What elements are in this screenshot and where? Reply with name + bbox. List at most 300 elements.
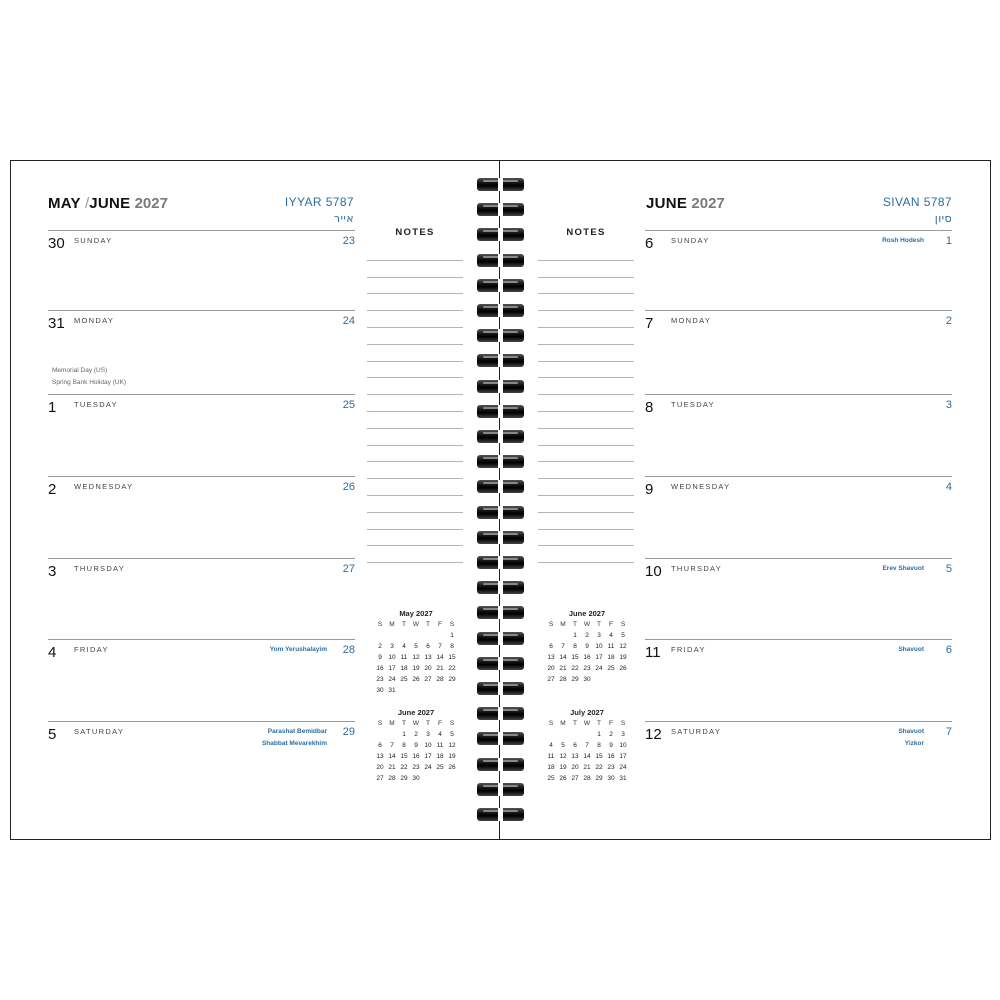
mini-calendar-date: 22 — [571, 665, 579, 672]
mini-calendar-date: 25 — [547, 775, 555, 782]
spiral-ring — [477, 732, 524, 745]
weekday-initial: S — [620, 720, 626, 727]
mini-calendar-date: 2 — [609, 731, 613, 738]
weekday-label: FRIDAY — [74, 645, 109, 654]
mini-calendar-date: 9 — [585, 643, 589, 650]
mini-calendar-title: May 2027 — [399, 609, 433, 618]
mini-calendar-date: 13 — [571, 753, 579, 760]
weekday-initial: S — [377, 621, 383, 628]
mini-calendar-date: 6 — [378, 742, 382, 749]
mini-calendar-date: 21 — [559, 665, 567, 672]
notes-line[interactable] — [367, 345, 463, 362]
notes-line[interactable] — [367, 530, 463, 547]
mini-calendar-title: July 2027 — [570, 708, 604, 717]
mini-calendar-date: 16 — [607, 753, 615, 760]
spiral-ring — [477, 581, 524, 594]
mini-calendar-date: 25 — [400, 676, 408, 683]
spiral-ring — [477, 178, 524, 191]
mini-calendar-date: 5 — [450, 731, 454, 738]
notes-line[interactable] — [538, 530, 634, 547]
notes-line[interactable] — [538, 496, 634, 513]
mini-calendar-date: 22 — [595, 764, 603, 771]
left-notes — [367, 222, 463, 563]
mini-calendar-date: 1 — [450, 632, 454, 639]
weekday-initial: T — [573, 720, 577, 727]
mini-calendar-week — [374, 762, 458, 773]
spiral-ring — [477, 304, 524, 317]
mini-calendar-date: 6 — [549, 643, 553, 650]
weekday-initial: T — [597, 621, 601, 628]
mini-calendar-date: 28 — [559, 676, 567, 683]
mini-calendar-date: 20 — [547, 665, 555, 672]
hebrew-day-number: 5 — [945, 563, 952, 575]
spiral-ring — [477, 707, 524, 720]
mini-calendar-date: 14 — [559, 654, 567, 661]
notes-line[interactable] — [367, 395, 463, 412]
mini-calendar-date: 26 — [559, 775, 567, 782]
mini-calendar-date: 16 — [376, 665, 384, 672]
weekday-initial: S — [620, 621, 626, 628]
mini-calendar-date: 17 — [424, 753, 432, 760]
title-month-june: JUNE — [646, 195, 688, 212]
notes-line[interactable] — [367, 462, 463, 479]
mini-calendar-date: 2 — [414, 731, 418, 738]
spiral-ring — [477, 354, 524, 367]
mini-calendar-date: 5 — [414, 643, 418, 650]
hebrew-day-number: 23 — [342, 235, 355, 247]
weekday-label: TUESDAY — [74, 400, 118, 409]
weekday-initial: T — [426, 621, 430, 628]
right-page-title — [646, 195, 725, 213]
ring-gap — [498, 405, 503, 418]
mini-calendar-date — [434, 773, 446, 784]
mini-calendar-date: 1 — [402, 731, 406, 738]
day-row-saturday — [48, 721, 355, 803]
mini-calendar-date: 1 — [573, 632, 577, 639]
mini-calendar-week — [374, 740, 458, 751]
mini-calendar — [545, 608, 629, 685]
mini-calendar-date — [557, 729, 569, 740]
day-row-thursday — [645, 558, 952, 639]
mini-calendar-date: 29 — [400, 775, 408, 782]
weekday-label: TUESDAY — [671, 400, 715, 409]
mini-calendar-date: 12 — [559, 753, 567, 760]
mini-calendar-date — [545, 729, 557, 740]
notes-line[interactable] — [367, 513, 463, 530]
mini-calendar-week — [374, 663, 458, 674]
mini-calendar-weekdays — [374, 718, 458, 729]
mini-calendar-date: 27 — [376, 775, 384, 782]
mini-calendar-date: 23 — [412, 764, 420, 771]
day-row-thursday — [48, 558, 355, 639]
ring-gap — [498, 758, 503, 771]
mini-calendar-date: 30 — [607, 775, 615, 782]
mini-calendar-date: 30 — [376, 687, 384, 694]
mini-calendar-date: 7 — [561, 643, 565, 650]
ring-gap — [498, 657, 503, 670]
mini-calendar-date: 22 — [448, 665, 456, 672]
weekday-initial: W — [412, 720, 420, 727]
mini-calendar-week — [374, 751, 458, 762]
mini-calendar-week — [545, 674, 629, 685]
mini-calendar-date: 20 — [571, 764, 579, 771]
weekday-initial: S — [449, 621, 455, 628]
notes-line[interactable] — [367, 496, 463, 513]
weekday-initial: T — [573, 621, 577, 628]
day-number: 2 — [48, 481, 57, 498]
day-row-monday — [48, 310, 355, 394]
mini-calendar-date: 18 — [436, 753, 444, 760]
mini-calendar-date — [398, 685, 410, 696]
mini-calendar-date — [617, 674, 629, 685]
mini-calendar-date: 15 — [400, 753, 408, 760]
mini-calendar-date: 15 — [448, 654, 456, 661]
mini-calendar-date: 24 — [619, 764, 627, 771]
ring-gap — [498, 279, 503, 292]
mini-calendar-date: 14 — [436, 654, 444, 661]
spiral-ring — [477, 455, 524, 468]
mini-calendar-date: 3 — [390, 643, 394, 650]
hebrew-day-number: 25 — [342, 399, 355, 411]
mini-calendar-date: 27 — [547, 676, 555, 683]
mini-calendar-date: 29 — [448, 676, 456, 683]
notes-line[interactable] — [367, 328, 463, 345]
mini-calendar-date: 31 — [388, 687, 396, 694]
day-number: 6 — [645, 235, 654, 252]
day-number: 31 — [48, 315, 65, 332]
mini-calendar-date: 19 — [619, 654, 627, 661]
weekday-label: WEDNESDAY — [671, 482, 731, 491]
notes-line[interactable] — [538, 429, 634, 446]
mini-calendar-date: 4 — [402, 643, 406, 650]
mini-calendar-date — [386, 729, 398, 740]
mini-calendar-date: 20 — [424, 665, 432, 672]
ring-gap — [498, 480, 503, 493]
day-row-tuesday — [645, 394, 952, 476]
hebrew-month-script: סיון — [934, 212, 952, 225]
day-row-sunday — [48, 230, 355, 310]
mini-calendar-date: 10 — [424, 742, 432, 749]
mini-calendar-week — [374, 641, 458, 652]
weekday-initial: M — [560, 621, 566, 628]
ring-gap — [498, 632, 503, 645]
weekday-initial: F — [609, 621, 613, 628]
day-number: 7 — [645, 315, 654, 332]
mini-calendar-date: 12 — [619, 643, 627, 650]
spiral-ring — [477, 531, 524, 544]
mini-calendar-date: 5 — [621, 632, 625, 639]
weekday-label: MONDAY — [74, 316, 115, 325]
mini-calendar — [374, 707, 458, 784]
mini-calendar-date — [557, 630, 569, 641]
title-slash: / — [85, 195, 90, 212]
spiral-ring — [477, 405, 524, 418]
mini-calendar-date: 7 — [438, 643, 442, 650]
hebrew-month-script: אייר — [333, 212, 354, 225]
mini-calendar-date: 12 — [448, 742, 456, 749]
notes-line[interactable] — [367, 261, 463, 278]
notes-line[interactable] — [367, 294, 463, 311]
notes-title: NOTES — [566, 227, 606, 238]
notes-line[interactable] — [538, 395, 634, 412]
notes-line[interactable] — [367, 278, 463, 295]
mini-calendar-date: 4 — [438, 731, 442, 738]
title-month-june: JUNE — [89, 195, 131, 212]
notes-line[interactable] — [538, 513, 634, 530]
notes-line[interactable] — [538, 446, 634, 463]
mini-calendar-date — [410, 630, 422, 641]
hebrew-month-label: SIVAN 5787 — [882, 195, 952, 209]
mini-calendar-date: 24 — [595, 665, 603, 672]
mini-calendar-date — [422, 773, 434, 784]
weekday-initial: M — [560, 720, 566, 727]
spiral-ring — [477, 632, 524, 645]
mini-calendar-date: 4 — [609, 632, 613, 639]
mini-calendar-date: 16 — [583, 654, 591, 661]
spiral-ring — [477, 758, 524, 771]
hebrew-day-number: 24 — [342, 315, 355, 327]
mini-calendar-date: 2 — [378, 643, 382, 650]
mini-calendar-date — [386, 630, 398, 641]
weekday-label: SATURDAY — [74, 727, 125, 736]
mini-calendar-date: 23 — [583, 665, 591, 672]
mini-calendar-date: 18 — [547, 764, 555, 771]
mini-calendar-date: 4 — [549, 742, 553, 749]
mini-calendar-week — [545, 663, 629, 674]
mini-calendar-date: 19 — [448, 753, 456, 760]
mini-calendar-date: 10 — [595, 643, 603, 650]
notes-line[interactable] — [538, 362, 634, 379]
ring-gap — [498, 531, 503, 544]
hebrew-day-number: 29 — [342, 726, 355, 738]
notes-line[interactable] — [367, 446, 463, 463]
ring-gap — [498, 808, 503, 821]
ring-gap — [498, 329, 503, 342]
mini-calendar-weekdays — [545, 619, 629, 630]
mini-calendar-date: 15 — [571, 654, 579, 661]
mini-calendar-date: 29 — [595, 775, 603, 782]
day-number: 8 — [645, 399, 654, 416]
ring-gap — [498, 203, 503, 216]
weekday-initial: W — [583, 720, 591, 727]
secular-holiday: Spring Bank Holiday (UK) — [52, 379, 127, 386]
spiral-ring — [477, 380, 524, 393]
weekday-initial: S — [548, 621, 554, 628]
mini-calendar-date: 6 — [573, 742, 577, 749]
mini-calendar-date: 8 — [450, 643, 454, 650]
mini-calendar-week — [374, 652, 458, 663]
mini-calendar-week — [374, 674, 458, 685]
mini-calendar-date: 5 — [561, 742, 565, 749]
spiral-ring — [477, 203, 524, 216]
notes-line[interactable] — [538, 261, 634, 278]
right-notes — [538, 222, 634, 563]
mini-calendar-date: 16 — [412, 753, 420, 760]
mini-calendar-date — [593, 674, 605, 685]
mini-calendar-date: 3 — [426, 731, 430, 738]
mini-calendar-date: 19 — [412, 665, 420, 672]
jewish-event: Shavuot — [898, 646, 924, 653]
mini-calendar-date — [446, 773, 458, 784]
mini-calendar-date — [398, 630, 410, 641]
jewish-event: Rosh Hodesh — [882, 237, 924, 244]
ring-gap — [498, 380, 503, 393]
left-hebrew-month — [285, 195, 354, 226]
day-row-sunday — [645, 230, 952, 310]
spiral-ring — [477, 556, 524, 569]
weekday-label: THURSDAY — [74, 564, 126, 573]
weekday-initial: W — [583, 621, 591, 628]
notes-line[interactable] — [538, 278, 634, 295]
notes-line[interactable] — [538, 546, 634, 563]
notes-line[interactable] — [538, 412, 634, 429]
mini-calendar-date — [605, 674, 617, 685]
spiral-ring — [477, 682, 524, 695]
mini-calendar-week — [545, 740, 629, 751]
weekday-label: THURSDAY — [671, 564, 723, 573]
weekday-initial: F — [609, 720, 613, 727]
hebrew-day-number: 26 — [342, 481, 355, 493]
notes-line[interactable] — [367, 546, 463, 563]
ring-gap — [498, 254, 503, 267]
notes-line[interactable] — [367, 479, 463, 496]
jewish-event: Parashat Bemidbar — [267, 728, 327, 735]
mini-calendar-date: 23 — [607, 764, 615, 771]
mini-calendar-date — [581, 729, 593, 740]
notes-line[interactable] — [538, 244, 634, 261]
mini-calendar-date: 31 — [619, 775, 627, 782]
mini-calendar-week — [374, 685, 458, 696]
jewish-event: Shabbat Mevarekhim — [261, 740, 327, 747]
mini-calendar-week — [374, 729, 458, 740]
weekday-initial: M — [389, 720, 395, 727]
mini-calendar-date: 8 — [573, 643, 577, 650]
hebrew-day-number: 7 — [945, 726, 952, 738]
mini-calendar-date: 12 — [412, 654, 420, 661]
mini-calendar-date — [410, 685, 422, 696]
right-hebrew-month — [883, 195, 952, 226]
mini-calendar-date: 9 — [609, 742, 613, 749]
mini-calendar-date: 18 — [607, 654, 615, 661]
mini-calendar-date: 28 — [436, 676, 444, 683]
mini-calendar-date: 25 — [436, 764, 444, 771]
mini-calendar-date: 21 — [388, 764, 396, 771]
weekday-label: SATURDAY — [671, 727, 722, 736]
mini-calendar-date: 28 — [583, 775, 591, 782]
notes-line[interactable] — [367, 378, 463, 395]
spiral-ring — [477, 506, 524, 519]
notes-line[interactable] — [538, 345, 634, 362]
day-row-saturday — [645, 721, 952, 803]
mini-calendar-week — [545, 630, 629, 641]
day-row-friday — [645, 639, 952, 721]
notes-line[interactable] — [367, 362, 463, 379]
mini-calendar-date: 30 — [583, 676, 591, 683]
mini-calendar-date: 3 — [621, 731, 625, 738]
mini-calendar — [545, 707, 629, 784]
notes-line[interactable] — [538, 479, 634, 496]
mini-calendar-date: 2 — [585, 632, 589, 639]
mini-calendar-date: 25 — [607, 665, 615, 672]
mini-calendar-date: 26 — [448, 764, 456, 771]
mini-calendar-date: 20 — [376, 764, 384, 771]
ring-gap — [498, 506, 503, 519]
mini-calendar-date — [545, 630, 557, 641]
jewish-event: Erev Shavuot — [882, 565, 924, 572]
mini-calendar-date: 8 — [597, 742, 601, 749]
spiral-ring — [477, 657, 524, 670]
notes-line[interactable] — [367, 429, 463, 446]
ring-gap — [498, 430, 503, 443]
ring-gap — [498, 228, 503, 241]
notes-line[interactable] — [367, 412, 463, 429]
hebrew-month-label: IYYAR 5787 — [284, 195, 354, 209]
notes-line[interactable] — [367, 244, 463, 261]
notes-line[interactable] — [538, 328, 634, 345]
mini-calendar-week — [545, 729, 629, 740]
mini-calendar-week — [545, 773, 629, 784]
ring-gap — [498, 732, 503, 745]
mini-calendar-week — [374, 773, 458, 784]
notes-line[interactable] — [538, 311, 634, 328]
mini-calendar-date: 10 — [619, 742, 627, 749]
mini-calendar-date: 13 — [376, 753, 384, 760]
mini-calendar-date — [434, 685, 446, 696]
hebrew-day-number: 28 — [342, 644, 355, 656]
mini-calendar-date: 30 — [412, 775, 420, 782]
mini-calendar-date: 21 — [436, 665, 444, 672]
mini-calendar-date: 13 — [424, 654, 432, 661]
notes-line[interactable] — [538, 462, 634, 479]
spiral-ring — [477, 329, 524, 342]
day-number: 10 — [645, 563, 662, 580]
mini-calendar-date: 3 — [597, 632, 601, 639]
mini-calendar-date: 17 — [388, 665, 396, 672]
mini-calendar-week — [545, 751, 629, 762]
notes-line[interactable] — [538, 294, 634, 311]
secular-holiday: Memorial Day (US) — [52, 367, 108, 374]
mini-calendar-week — [545, 641, 629, 652]
weekday-initial: T — [426, 720, 430, 727]
mini-calendar-date: 13 — [547, 654, 555, 661]
mini-calendar-date: 9 — [378, 654, 382, 661]
hebrew-day-number: 1 — [945, 235, 952, 247]
mini-calendar-date: 26 — [619, 665, 627, 672]
day-number: 3 — [48, 563, 57, 580]
mini-calendar-date: 29 — [571, 676, 579, 683]
ring-gap — [498, 606, 503, 619]
day-row-friday — [48, 639, 355, 721]
mini-calendar-date: 18 — [400, 665, 408, 672]
mini-calendar-date: 8 — [402, 742, 406, 749]
weekday-label: SUNDAY — [671, 236, 710, 245]
weekday-initial: S — [548, 720, 554, 727]
notes-line[interactable] — [367, 311, 463, 328]
jewish-event: Yizkor — [904, 740, 924, 747]
spiral-ring — [477, 228, 524, 241]
spiral-ring — [477, 783, 524, 796]
weekday-initial: F — [438, 720, 442, 727]
hebrew-day-number: 27 — [342, 563, 355, 575]
notes-line[interactable] — [538, 378, 634, 395]
mini-calendar-date: 17 — [595, 654, 603, 661]
mini-calendar-date — [434, 630, 446, 641]
day-number: 4 — [48, 644, 57, 661]
mini-calendar-week — [545, 762, 629, 773]
mini-calendar-title: June 2027 — [397, 708, 435, 717]
mini-calendar-date — [422, 630, 434, 641]
mini-calendar-date: 15 — [595, 753, 603, 760]
